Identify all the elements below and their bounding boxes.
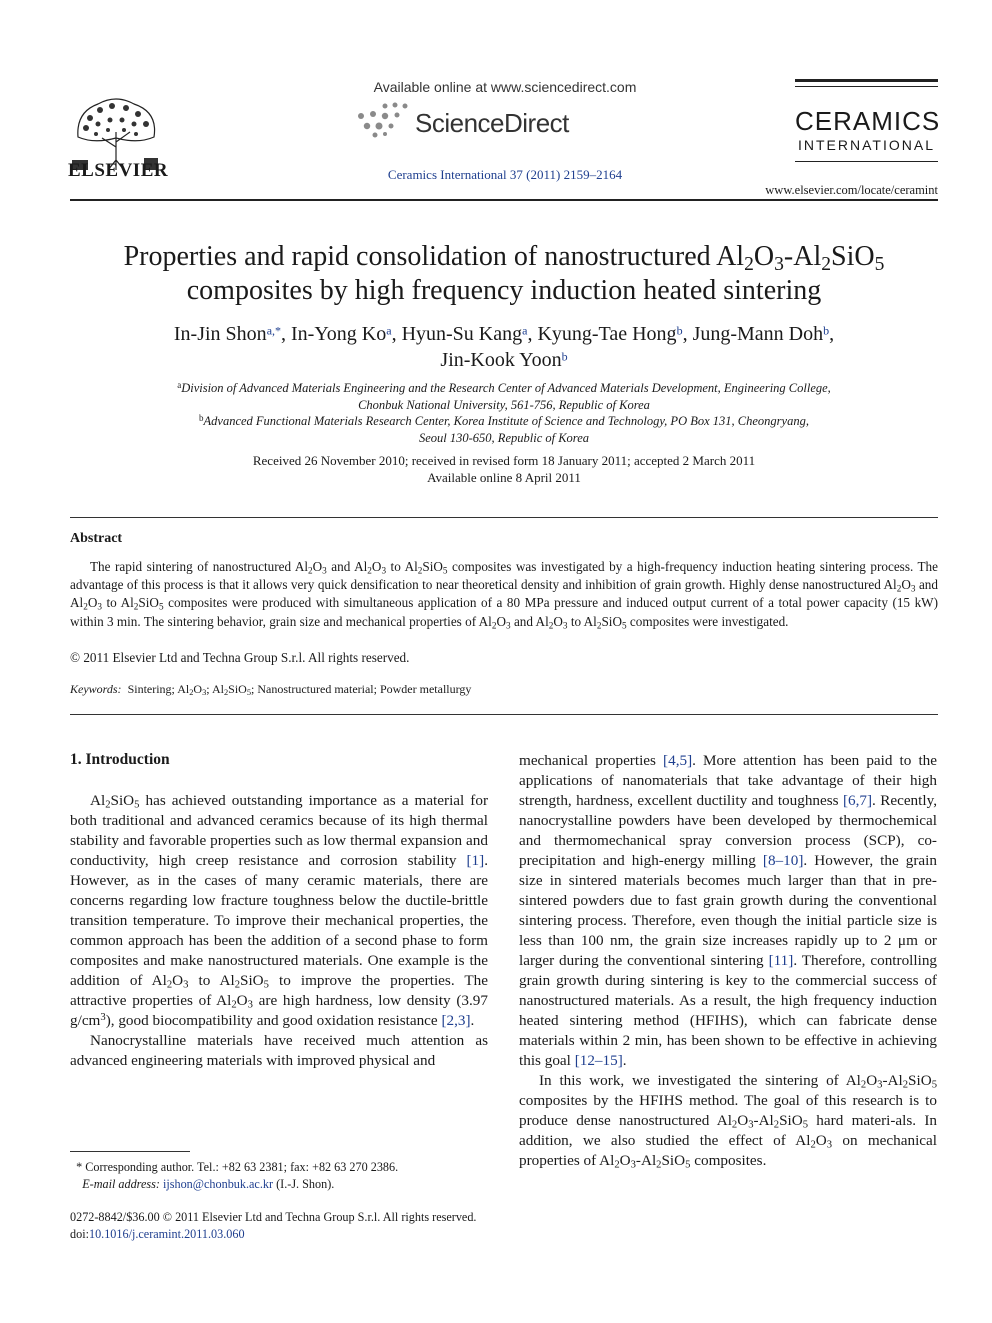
citation-link[interactable]: [2,3]: [441, 1012, 471, 1029]
abstract-heading: Abstract: [70, 531, 123, 546]
header-divider: [70, 199, 938, 201]
author-affiliation-mark[interactable]: b: [823, 323, 830, 338]
affiliation-a: $^a$Division of Advanced Materials Engineering and the Research Center of Advanced Materials Development, Engineering College, Chonbuk National University, 561-756, Republic of Korea: [177, 379, 831, 412]
sciencedirect-wordmark: ScienceDirect: [415, 108, 569, 138]
journal-url: www.elsevier.com/locate/ceramint: [765, 183, 938, 197]
abstract-bottom-divider: [70, 714, 938, 715]
sciencedirect-logo: [355, 100, 585, 140]
body-column-right: mechanical properties [4,5]. More attention has been paid to the applications of nanomaterials that take advantage of their high strength, hardness, excellent ductility and toughness [6,7]. Recently, nanocrystalline powders have been developed by thermochemical and thermomechanical spray conversion process (SCP), co-precipitation and high-energy milling [8–10]. However, the grain size in sintered materials becomes much larger than that in pre-sintered powders due to fast grain growth during the conventional sintering process. Therefore, even though the initial particle size is less than 100 nm, the grain size increases rapidly up to 2 μm or larger during the conventional sintering [11]. Therefore, controlling grain growth during sintering is key to the commercial success of nanostructured materials. As a result, the high frequency induction heated sintering method (HFIHS), which can fabricate dense materials within 2 min, has been shown to be effective in achieving this goal [12–15]. In this work, we investigated the sintering of $Al_2O_3-Al_2SiO_5$ composites by the HFIHS method. The goal of this research is to produce dense nanostructured $Al_2O_3-Al_2SiO_5$ hard materi-als. In addition, we also studied the effect of $Al_2O_3$ on mechanical properties of $Al_2O_3-Al_2SiO_5$ composites.: [519, 752, 938, 1171]
citation-link[interactable]: [11]: [768, 952, 794, 969]
citation-link[interactable]: [1]: [466, 852, 485, 869]
section-heading-introduction: 1. Introduction: [70, 751, 170, 768]
author-name: Jung-Mann Doh: [692, 323, 824, 345]
publisher-name: ELSEVIER: [68, 160, 169, 181]
article-history: Received 26 November 2010; received in revised form 18 January 2011; accepted 2 March 2011 Available online 8 April 2011: [252, 453, 756, 485]
journal-logo-title: CERAMICS: [795, 106, 941, 136]
affiliation-b: $^b$Advanced Functional Materials Research Center, Korea Institute of Science and Technology, PO Box 131, Cheongryang, Seoul 130-650, Republic of Korea: [199, 412, 809, 445]
corresponding-author-footnote: * Corresponding author. Tel.: +82 63 2381; fax: +82 63 270 2386. E-mail address: ijshon@chonbuk.ac.kr (I.-J. Shon).: [70, 1160, 399, 1191]
keywords: Keywords: Sintering; $Al_2O_3$; $Al_2SiO_5$; Nanostructured material; Powder metallurgy: [70, 682, 472, 698]
abstract-top-divider: [70, 517, 938, 518]
footnote-divider: [70, 1151, 190, 1152]
author-name: In-Yong Ko: [291, 323, 387, 345]
author-name: Jin-Kook Yoon: [440, 349, 562, 371]
author-name: In-Jin Shon: [173, 323, 267, 345]
abstract-copyright: © 2011 Elsevier Ltd and Techna Group S.r.l. All rights reserved.: [70, 650, 410, 665]
citation-link[interactable]: [6,7]: [842, 792, 873, 809]
author-list: In-Jin Shon$^{a,*}$, In-Yong Ko$^a$, Hyun-Su Kang$^a$, Kyung-Tae Hong$^b$, Jung-Mann Doh$^b$, Jin-Kook Yoon$^b$: [173, 323, 835, 371]
available-online-text: Available online at www.sciencedirect.com: [373, 79, 637, 95]
abstract-text: The rapid sintering of nanostructured $Al_2O_3$ and $Al_2O_3$ to $Al_2SiO_5$ composites was investigated by a high-frequency induction heating sintering process. The advantage of this process is that it allows very quick densification to near theoretical density and inhibition of grain growth. Highly dense nanostructured $Al_2O_3$ and $Al_2O_3$ to $Al_2SiO_5$ composites were produced with simultaneous application of a 80 MPa pressure and induced output current of a total power capacity (15 kW) within 3 min. The sintering behavior, grain size and mechanical properties of $Al_2O_3$ and $Al_2O_3$ to $Al_2SiO_5$ composites were investigated.: [70, 559, 939, 630]
journal-logo-rule: [795, 79, 938, 82]
journal-logo-rule: [795, 161, 938, 162]
author-email-link[interactable]: ijshon@chonbuk.ac.kr: [162, 1177, 274, 1191]
citation-link[interactable]: [4,5]: [663, 752, 693, 769]
author-affiliation-mark[interactable]: b: [561, 349, 568, 364]
journal-logo-rule: [795, 86, 938, 87]
author-affiliation-mark[interactable]: a: [386, 323, 392, 338]
author-name: Hyun-Su Kang: [401, 323, 523, 345]
citation-link[interactable]: [8–10]: [762, 852, 804, 869]
article-title: Properties and rapid consolidation of nanostructured $Al_2O_3-Al_2SiO_5$ composites by high frequency induction heated sintering: [123, 241, 885, 306]
author-affiliation-mark[interactable]: a: [522, 323, 528, 338]
sciencedirect-dots-icon: [355, 102, 413, 138]
author-name: Kyung-Tae Hong: [537, 323, 677, 345]
journal-reference-link[interactable]: Ceramics International 37 (2011) 2159–2164: [387, 167, 623, 182]
doi-link[interactable]: 10.1016/j.ceramint.2011.03.060: [88, 1227, 245, 1241]
author-affiliation-mark[interactable]: a,*: [266, 323, 282, 338]
page-footer: 0272-8842/$36.00 © 2011 Elsevier Ltd and Techna Group S.r.l. All rights reserved. doi:10.1016/j.ceramint.2011.03.060: [70, 1210, 477, 1241]
citation-link[interactable]: [12–15]: [574, 1052, 623, 1069]
body-column-left: $Al_2SiO_5$ has achieved outstanding importance as a material for both traditional and advanced ceramics because of its high thermal stability and favorable properties such as low thermal expansion and conductivity, high creep resistance and corrosion stability [1]. However, as in the cases of many ceramic materials, there are concerns regarding low fracture toughness below the ductile-brittle transition temperature. To improve their mechanical properties, the common approach has been the addition of a second phase to form composites and make nanostructured materials. One example is the addition of $Al_2O_3$ to $Al_2SiO_5$ to improve the properties. The attractive properties of $Al_2O_3$ are high hardness, low density (3.97 $g/cm^3$), good biocompatibility and good oxidation resistance [2,3]. Nanocrystalline materials have received much attention as advanced engineering materials with improved physical and: [70, 792, 489, 1069]
author-affiliation-mark[interactable]: b: [676, 323, 683, 338]
journal-logo-subtitle: INTERNATIONAL: [798, 137, 935, 153]
